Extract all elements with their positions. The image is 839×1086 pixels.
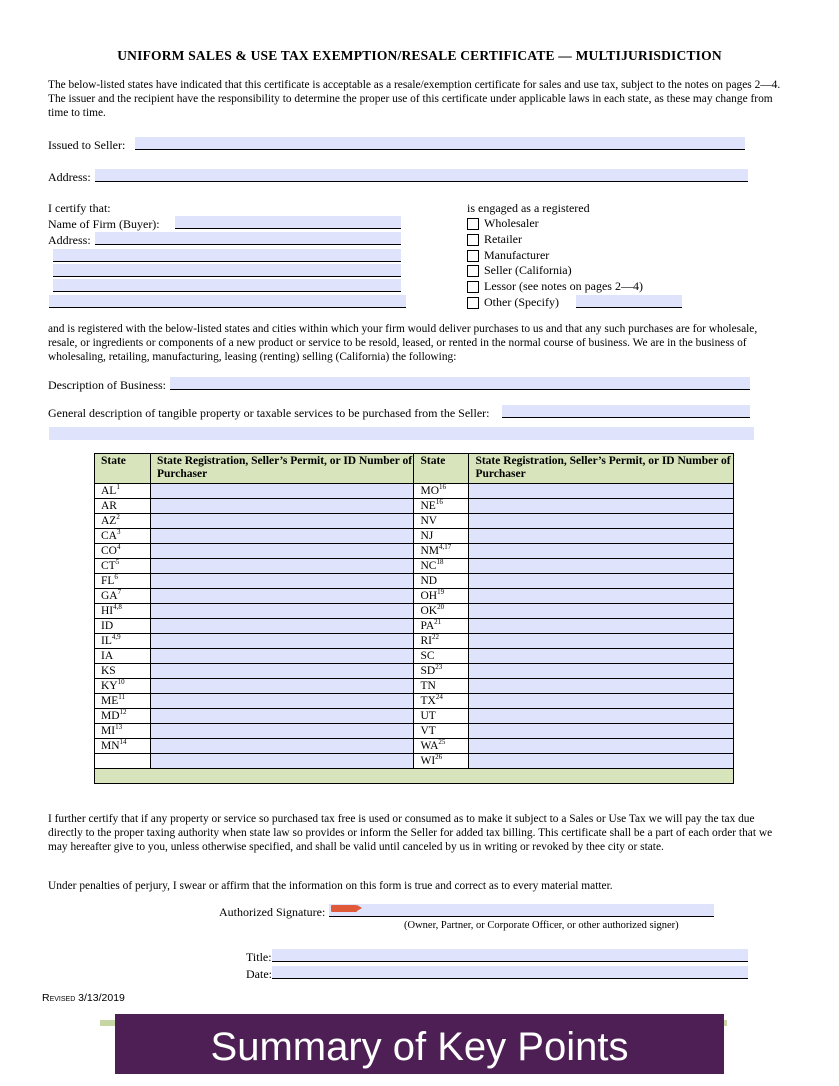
state-cell-right (414, 529, 469, 544)
state-code: ND (420, 574, 438, 587)
state-cell-left (95, 634, 151, 649)
table-row (95, 649, 734, 664)
state-cell-right (414, 514, 469, 529)
registration-input-left[interactable] (150, 484, 414, 499)
state-cell-right (414, 499, 469, 514)
registration-input-left[interactable] (150, 499, 414, 514)
state-footnote: 3 (116, 527, 121, 536)
state-footnote: 21 (434, 617, 442, 626)
buyer-address-field-1[interactable] (95, 232, 401, 245)
other-label: Other (Specify) (484, 295, 559, 309)
general-description-field-2[interactable] (49, 427, 754, 440)
manufacturer-label: Manufacturer (484, 248, 550, 262)
registration-input-left[interactable] (150, 544, 414, 559)
state-code: WA (420, 739, 439, 752)
state-cell-right (414, 709, 469, 724)
lessor-option[interactable] (467, 279, 643, 294)
table-row (95, 724, 734, 739)
state-cell-right (414, 754, 469, 769)
registration-input-left[interactable] (150, 574, 414, 589)
state-code: IL (101, 634, 112, 647)
state-cell-left (95, 529, 151, 544)
state-cell-right (414, 619, 469, 634)
registration-paragraph: and is registered with the below-listed states and cities within which your firm would deliver purchases to us and that any such purchases are for wholesale, resale, or ingredients or components of a new product or service to be resold, leased, or rented in the normal course of business. We are in the business of wholesaling, retailing, manufacturing, leasing (renting) selling (California) the following: (48, 323, 758, 363)
registration-input-left[interactable] (150, 724, 414, 739)
registration-input-left[interactable] (150, 664, 414, 679)
signature-label: Authorized Signature: (219, 905, 326, 919)
state-code: AR (101, 499, 117, 512)
state-header-left: State (95, 454, 151, 484)
state-code: RI (420, 634, 432, 647)
state-cell-left (95, 679, 151, 694)
table-row (95, 694, 734, 709)
manufacturer-checkbox[interactable] (467, 250, 479, 262)
table-row (95, 709, 734, 724)
state-cell-right (414, 634, 469, 649)
registration-input-right[interactable] (469, 574, 734, 589)
seller-california-label: Seller (California) (484, 263, 572, 277)
general-description-label: General description of tangible property or taxable services to be purchased from the Seller: (48, 406, 490, 420)
state-code: NE (420, 499, 436, 512)
seller-california-option[interactable] (467, 263, 572, 278)
other-specify-field[interactable] (576, 295, 682, 308)
state-footnote: 23 (435, 662, 443, 671)
state-cell-left (95, 754, 151, 769)
buyer-address-field-4[interactable] (53, 279, 401, 292)
state-cell-right (414, 484, 469, 499)
table-row (95, 544, 734, 559)
issued-to-seller-label: Issued to Seller: (48, 138, 126, 152)
description-label: Description of Business: (48, 378, 166, 392)
state-footnote: 14 (119, 737, 127, 746)
registration-input-right[interactable] (469, 499, 734, 514)
registration-input-right[interactable] (469, 724, 734, 739)
registration-input-right[interactable] (469, 679, 734, 694)
registration-input-right[interactable] (469, 739, 734, 754)
table-row (95, 619, 734, 634)
retailer-label: Retailer (484, 232, 522, 246)
state-cell-right (414, 559, 469, 574)
state-code: ID (101, 619, 114, 632)
registration-input-right[interactable] (469, 514, 734, 529)
state-footnote: 2 (116, 512, 120, 521)
state-footnote: 22 (431, 632, 439, 641)
state-code: SD (420, 664, 436, 677)
state-code: SC (420, 649, 435, 662)
state-cell-left (95, 694, 151, 709)
other-option[interactable] (467, 295, 559, 310)
registration-input-right[interactable] (469, 559, 734, 574)
state-code: MN (101, 739, 120, 752)
engaged-label: is engaged as a registered (467, 201, 590, 215)
registration-input-left[interactable] (150, 709, 414, 724)
lessor-label: Lessor (see notes on pages 2—4) (484, 279, 643, 293)
registration-header-left: State Registration, Seller’s Permit, or ID Number of Purchaser (150, 454, 414, 484)
table-row (95, 499, 734, 514)
state-cell-right (414, 589, 469, 604)
i-certify-label: I certify that: (48, 201, 111, 215)
firm-name-label: Name of Firm (Buyer): (48, 217, 160, 231)
state-code: GA (101, 589, 118, 602)
table-row (95, 529, 734, 544)
state-cell-right (414, 649, 469, 664)
state-code: CA (101, 529, 117, 542)
state-footnote: 5 (115, 557, 120, 566)
state-code: WI (420, 754, 436, 767)
registration-input-right[interactable] (469, 484, 734, 499)
buyer-address-label: Address: (48, 233, 91, 247)
state-code: CO (101, 544, 117, 557)
firm-name-field[interactable] (175, 216, 401, 229)
table-row (95, 559, 734, 574)
registration-input-left[interactable] (150, 754, 414, 769)
registration-input-left[interactable] (150, 604, 414, 619)
registration-input-left[interactable] (150, 529, 414, 544)
table-row (95, 604, 734, 619)
state-code: NV (420, 514, 438, 527)
retailer-option[interactable] (467, 232, 522, 247)
summary-banner: Summary of Key Points (115, 1014, 724, 1074)
date-label: Date: (246, 967, 272, 981)
wholesaler-option[interactable] (467, 216, 539, 231)
registration-input-left[interactable] (150, 514, 414, 529)
state-cell-right (414, 724, 469, 739)
state-cell-left (95, 544, 151, 559)
registration-input-right[interactable] (469, 544, 734, 559)
state-cell-left (95, 574, 151, 589)
state-cell-right (414, 679, 469, 694)
state-code: OH (420, 589, 438, 602)
state-cell-right (414, 694, 469, 709)
registration-input-right[interactable] (469, 619, 734, 634)
state-footnote: 4,9 (111, 632, 121, 641)
seller-address-field[interactable] (95, 169, 748, 182)
state-cell-left (95, 484, 151, 499)
state-header-right: State (414, 454, 469, 484)
registration-input-right[interactable] (469, 634, 734, 649)
state-cell-left (95, 649, 151, 664)
registration-input-right[interactable] (469, 664, 734, 679)
state-cell-left (95, 724, 151, 739)
state-cell-left (95, 514, 151, 529)
state-cell-right (414, 604, 469, 619)
state-cell-right (414, 739, 469, 754)
signature-note: (Owner, Partner, or Corporate Officer, or other authorized signer) (404, 920, 679, 931)
table-row (95, 589, 734, 604)
state-footnote: 7 (117, 587, 122, 596)
state-footnote: 16 (439, 482, 447, 491)
state-cell-left (95, 709, 151, 724)
table-row (95, 679, 734, 694)
registration-input-left[interactable] (150, 679, 414, 694)
buyer-address-field-3[interactable] (53, 264, 401, 277)
registration-header-right: State Registration, Seller’s Permit, or ID Number of Purchaser (469, 454, 734, 484)
document-title: UNIFORM SALES & USE TAX EXEMPTION/RESALE CERTIFICATE — MULTIJURISDICTION (117, 48, 722, 63)
registration-input-right[interactable] (469, 589, 734, 604)
state-code: KY (101, 679, 118, 692)
state-footnote: 13 (115, 722, 123, 731)
registration-input-right[interactable] (469, 694, 734, 709)
issued-to-seller-field[interactable] (135, 137, 745, 150)
state-code: NM (420, 544, 440, 557)
seller-california-checkbox[interactable] (467, 265, 479, 277)
state-cell-right (414, 544, 469, 559)
title-label: Title: (246, 950, 272, 964)
further-certify-paragraph: I further certify that if any property or service so purchased tax free is used or consumed as to make it subject to a Sales or Use Tax we will pay the tax due directly to the proper taxing authority when state law so provides or inform the Seller for added tax billing. This certificate shall be a part of each order that we may hereafter give to you, unless otherwise specified, and shall be valid until canceled by us in writing or revoked by thee city or state. (48, 813, 773, 853)
state-code: AZ (101, 514, 117, 527)
table-footer-cell (95, 769, 734, 784)
state-footnote: 20 (437, 602, 445, 611)
state-code: HI (101, 604, 114, 617)
registration-input-right[interactable] (469, 604, 734, 619)
registration-input-left[interactable] (150, 634, 414, 649)
state-code: KS (101, 664, 116, 677)
state-footnote: 19 (437, 587, 445, 596)
state-footnote: 26 (435, 752, 443, 761)
wholesaler-label: Wholesaler (484, 216, 539, 230)
registration-input-right[interactable] (469, 754, 734, 769)
state-code: PA (420, 619, 435, 632)
registration-input-left[interactable] (150, 694, 414, 709)
registration-input-left[interactable] (150, 559, 414, 574)
registration-input-left[interactable] (150, 619, 414, 634)
state-footnote: 6 (114, 572, 118, 581)
other-checkbox[interactable] (467, 297, 479, 309)
state-footnote: 12 (119, 707, 127, 716)
state-code: TN (420, 679, 436, 692)
sign-here-tag-icon (331, 905, 357, 912)
seller-address-label: Address: (48, 170, 91, 184)
registration-input-left[interactable] (150, 589, 414, 604)
table-row (95, 754, 734, 769)
state-cell-left (95, 664, 151, 679)
table-row (95, 574, 734, 589)
state-code: MD (101, 709, 120, 722)
state-cell-left (95, 604, 151, 619)
state-footnote: 4,8 (113, 602, 122, 611)
state-footnote: 4,17 (439, 542, 452, 551)
table-row (95, 484, 734, 499)
manufacturer-option[interactable] (467, 248, 549, 263)
state-code: NJ (420, 529, 434, 542)
general-description-field-1[interactable] (502, 405, 750, 418)
retailer-checkbox[interactable] (467, 234, 479, 246)
state-cell-left (95, 589, 151, 604)
table-footer-row (95, 769, 734, 784)
state-footnote: 25 (438, 737, 446, 746)
state-footnote: 18 (436, 557, 444, 566)
state-cell-right (414, 574, 469, 589)
revised-date: Revised 3/13/2019 (42, 992, 125, 1004)
registration-input-left[interactable] (150, 739, 414, 754)
intro-paragraph: The below-listed states have indicated that this certificate is acceptable as a resale/exemption certificate for sales and use tax, subject to the notes on pages 2—4. The issuer and the recipient have the responsibility to determine the proper use of this certificate under applicable laws in each state, as these may change from time to time. (48, 79, 781, 120)
state-code: IA (101, 649, 114, 662)
registration-input-right[interactable] (469, 709, 734, 724)
table-header-row (95, 454, 734, 484)
state-code: AL (101, 484, 117, 497)
state-footnote: 24 (435, 692, 443, 701)
state-code: UT (420, 709, 436, 722)
table-row (95, 664, 734, 679)
state-code: MI (101, 724, 116, 737)
state-cell-left (95, 739, 151, 754)
state-registration-table (94, 453, 734, 784)
state-code: VT (420, 724, 436, 737)
table-row (95, 634, 734, 649)
date-field[interactable] (272, 966, 748, 979)
state-cell-left (95, 559, 151, 574)
table-row (95, 514, 734, 529)
state-code: OK (420, 604, 438, 617)
state-code: CT (101, 559, 116, 572)
state-code: ME (101, 694, 119, 707)
title-field[interactable] (272, 949, 748, 962)
state-footnote: 1 (116, 482, 120, 491)
state-code: MO (420, 484, 440, 497)
state-footnote: 10 (117, 677, 125, 686)
lessor-checkbox[interactable] (467, 281, 479, 293)
wholesaler-checkbox[interactable] (467, 218, 479, 230)
buyer-address-field-2[interactable] (53, 249, 401, 262)
state-code: TX (420, 694, 436, 707)
signature-field[interactable] (329, 904, 714, 917)
state-code: NC (420, 559, 437, 572)
state-footnote: 16 (435, 497, 443, 506)
buyer-address-field-5[interactable] (49, 295, 406, 308)
state-footnote: 4 (116, 542, 121, 551)
state-cell-left (95, 619, 151, 634)
registration-input-left[interactable] (150, 649, 414, 664)
state-footnote: 11 (118, 692, 125, 701)
description-field[interactable] (170, 377, 750, 390)
registration-input-right[interactable] (469, 529, 734, 544)
perjury-statement: Under penalties of perjury, I swear or affirm that the information on this form is true and correct as to every material matter. (48, 880, 613, 892)
state-cell-right (414, 664, 469, 679)
state-code: FL (101, 574, 115, 587)
registration-input-right[interactable] (469, 649, 734, 664)
state-cell-left (95, 499, 151, 514)
table-row (95, 739, 734, 754)
